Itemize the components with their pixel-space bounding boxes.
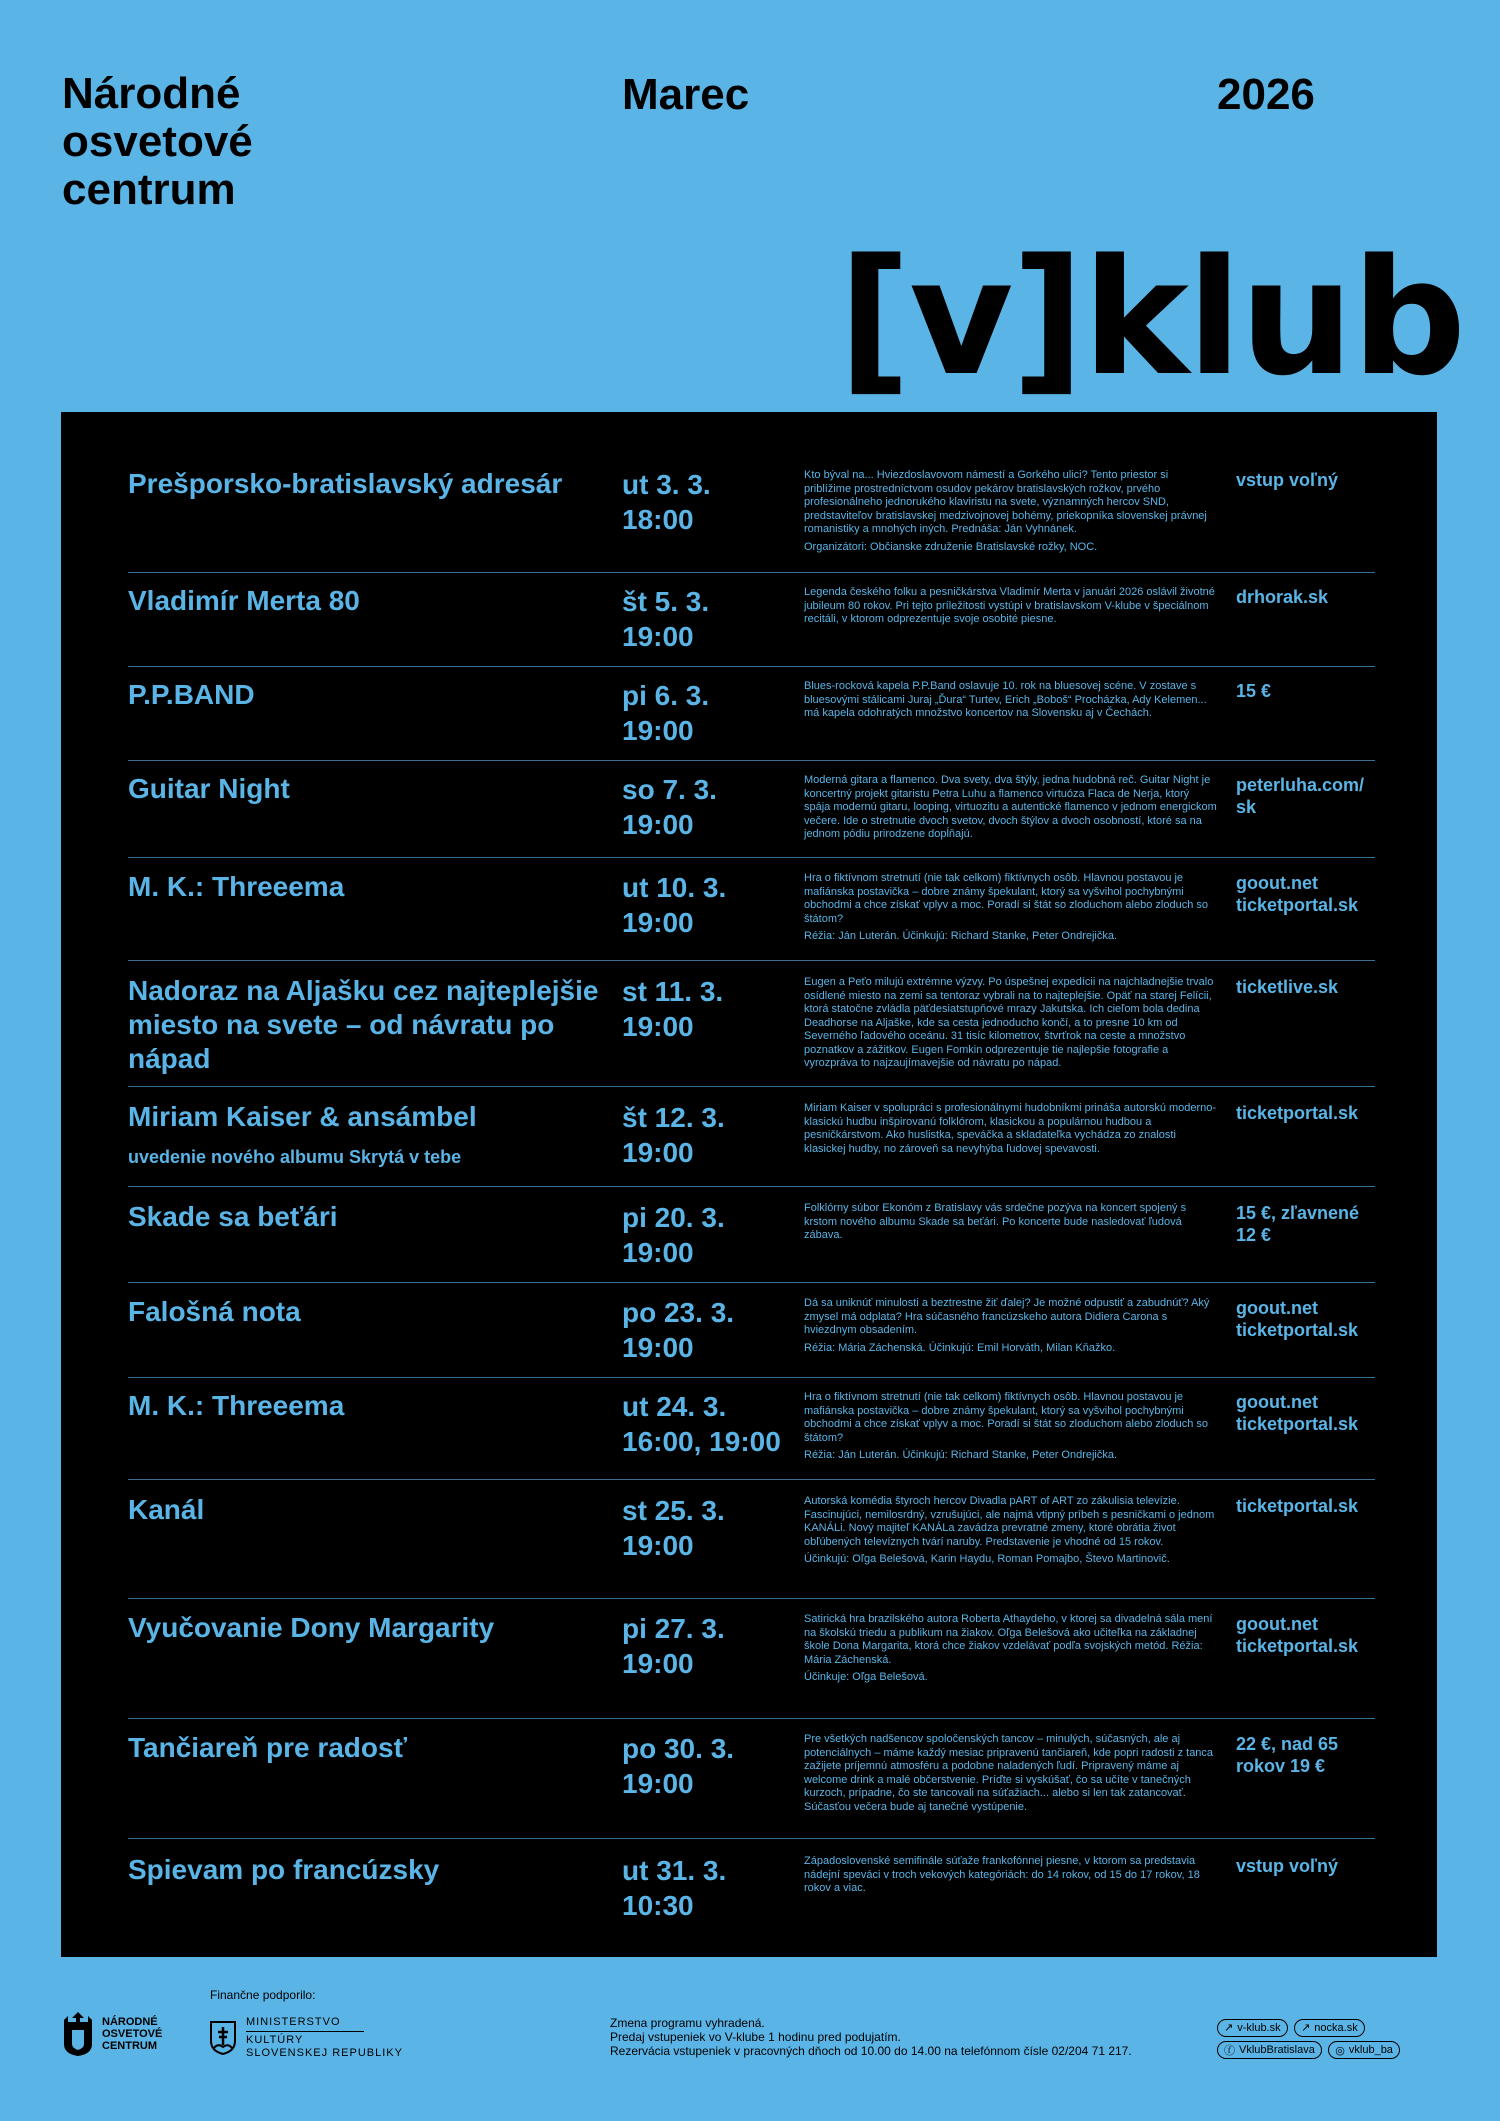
event-description <box>804 1855 1218 1896</box>
event-datetime <box>622 584 802 654</box>
event-time: 16:00, 19:00 <box>622 1426 781 1457</box>
slovak-coat-of-arms-icon <box>210 2021 236 2055</box>
event-desc-text: Miriam Kaiser v spolupráci s profesionálnymi hudobníkmi prináša autorskú moderno-klasickú hudbu inšpirovanú folklórom, klasickou a populárnou hudbou a pesničkárstvom. Ako huslistka, speváčka a skladateľka vychádza zo znalosti klasickej hudby, no zároveň sa nevyhýba ľudovej spevavosti. <box>804 1102 1217 1155</box>
event-ticket[interactable]: goout.net ticketportal.sk <box>1236 1298 1359 1340</box>
event-time: 19:00 <box>622 809 694 840</box>
event-datetime <box>622 1853 802 1923</box>
event-ticket[interactable]: vstup voľný <box>1236 470 1338 490</box>
event-datetime <box>622 1611 802 1681</box>
event-datetime <box>622 974 802 1044</box>
event-ticket[interactable]: peterluha.com/ sk <box>1236 775 1365 817</box>
event-credits: Réžia: Ján Luterán. Účinkujú: Richard Stanke, Peter Ondrejička. <box>804 930 1118 942</box>
event-row <box>128 1493 1375 1599</box>
event-title: P.P.BAND <box>128 679 255 710</box>
noc-logo <box>62 2010 162 2058</box>
link-text: nocka.sk <box>1314 2021 1358 2034</box>
event-datetime <box>622 1200 802 1270</box>
event-time: 19:00 <box>622 1768 694 1799</box>
event-time: 18:00 <box>622 504 694 535</box>
event-date: pi 27. 3. <box>622 1613 725 1644</box>
link-text: VklubBratislava <box>1239 2043 1315 2056</box>
org-line-1: Národné <box>62 69 241 118</box>
event-description <box>804 1733 1218 1814</box>
event-title: Guitar Night <box>128 773 290 804</box>
event-credits: Réžia: Ján Luterán. Účinkujú: Richard Stanke, Peter Ondrejička. <box>804 1449 1118 1461</box>
event-title-text: Miriam Kaiser & ansámbel <box>128 1101 477 1132</box>
event-time: 19:00 <box>622 715 694 746</box>
event-description <box>804 872 1218 944</box>
noc-crest-icon <box>62 2010 94 2058</box>
event-ticket[interactable]: 15 €, zľavnené 12 € <box>1236 1203 1360 1245</box>
event-time: 19:00 <box>622 1237 694 1268</box>
event-date: pi 20. 3. <box>622 1202 725 1233</box>
arrow-up-right-icon: ↗ <box>1301 2022 1311 2034</box>
footer-links <box>1217 2018 1437 2063</box>
ministry-line: KULTÚRY <box>246 2034 304 2046</box>
vklub-logo: [v]klub <box>838 224 1465 411</box>
note-ticket-sale: Predaj vstupeniek vo V-klube 1 hodinu pred podujatím. <box>610 2030 901 2044</box>
event-ticket[interactable]: drhorak.sk <box>1236 587 1329 607</box>
event-row <box>128 678 1375 761</box>
instagram-icon: ◎ <box>1335 2044 1345 2057</box>
event-description <box>804 1102 1218 1156</box>
event-time: 10:30 <box>622 1890 694 1921</box>
event-title: Vyučovanie Dony Margarity <box>128 1612 495 1643</box>
event-date: ut 10. 3. <box>622 872 727 903</box>
event-date: po 23. 3. <box>622 1297 735 1328</box>
link-vklub[interactable] <box>1217 2019 1288 2037</box>
noc-logo-line: NÁRODNÉ <box>102 2016 158 2028</box>
event-ticket[interactable]: ticketportal.sk <box>1236 1103 1359 1123</box>
event-title: Kanál <box>128 1494 205 1525</box>
event-time: 19:00 <box>622 907 694 938</box>
event-datetime <box>622 467 802 537</box>
event-time: 19:00 <box>622 1332 694 1363</box>
event-description <box>804 469 1218 554</box>
event-subtitle: uvedenie nového albumu Skrytá v tebe <box>128 1147 462 1167</box>
event-description <box>804 586 1218 627</box>
event-credits: Účinkuje: Oľga Belešová. <box>804 1671 928 1683</box>
event-desc-text: Kto býval na... Hviezdoslavovom námestí a Gorkého ulici? Tento priestor si priblížime prostredníctvom osudov pekárov bratislavských rožkov, prvého profesionálneho jednorukého klaviristu na svete, významných hercov SND, predstaviteľov bratislavskej medzivojnovej bohémy, priekopníka slovenskej právnej romanistiky a mnohých iných. Prednáša: Ján Vyhnánek. <box>804 469 1207 535</box>
program-month: Marec <box>622 70 750 119</box>
event-row <box>128 1611 1375 1719</box>
event-desc-text: Folklórny súbor Ekonóm z Bratislavy vás srdečne pozýva na koncert spojený s krstom nového albumu Skade sa beťári. Po koncerte bude nasledovať ľudová zábava. <box>804 1202 1187 1241</box>
event-desc-text: Legenda českého folku a pesničkárstva Vladimír Merta v januári 2026 oslávil životné jubileum 80 rokov. Pri tejto príležitosti vystúpi v bratislavskom V-klube v špeciálnom recitáli, v ktorom odprezentuje svoje osobité piesne. <box>804 586 1215 625</box>
event-date: st 11. 3. <box>622 976 724 1007</box>
program-year: 2026 <box>1217 70 1315 119</box>
organizer-name <box>62 70 253 214</box>
link-nocka[interactable] <box>1294 2019 1365 2037</box>
event-row <box>128 1731 1375 1839</box>
event-row <box>128 974 1375 1087</box>
funding-label: Finančne podporilo: <box>210 1988 316 2002</box>
ministry-divider <box>246 2031 364 2032</box>
event-ticket[interactable]: 22 €, nad 65 rokov 19 € <box>1236 1734 1339 1776</box>
org-line-3: centrum <box>62 165 236 214</box>
event-time: 19:00 <box>622 1137 694 1168</box>
event-date: ut 31. 3. <box>622 1855 727 1886</box>
event-description <box>804 680 1218 721</box>
org-line-2: osvetové <box>62 117 253 166</box>
event-datetime <box>622 1389 802 1459</box>
event-row <box>128 1100 1375 1187</box>
event-title: Tančiareň pre radosť <box>128 1732 407 1763</box>
event-time: 19:00 <box>622 1648 694 1679</box>
event-desc-text: Hra o fiktívnom stretnutí (nie tak celkom) fiktívnych osôb. Hlavnou postavou je mafiánska postavička – dobre známy špekulant, ktorý sa vyšvihol pochybnými obchodmi a chce získať vplyv a moc. Poradí si štát so zloduchom alebo zloduch so štátom? <box>804 1391 1208 1444</box>
event-ticket[interactable]: 15 € <box>1236 681 1272 701</box>
event-title: Spievam po francúzsky <box>128 1854 440 1885</box>
link-instagram[interactable] <box>1328 2041 1400 2059</box>
noc-logo-line: CENTRUM <box>102 2040 157 2052</box>
event-date: št 5. 3. <box>622 586 710 617</box>
event-datetime <box>622 1295 802 1365</box>
event-desc-text: Hra o fiktívnom stretnutí (nie tak celkom) fiktívnych osôb. Hlavnou postavou je mafiánska postavička – dobre známy špekulant, ktorý sa vyšvihol pochybnými obchodmi a chce získať vplyv a moc. Poradí si štát so zloduchom alebo zloduch so štátom? <box>804 872 1208 925</box>
event-datetime <box>622 1493 802 1563</box>
link-text: v-klub.sk <box>1237 2021 1281 2034</box>
footer-notes <box>610 2016 1132 2058</box>
event-credits: Réžia: Mária Záchenská. Účinkujú: Emil Horváth, Milan Kňažko. <box>804 1341 1116 1354</box>
event-title: M. K.: Threeema <box>128 1390 345 1421</box>
event-description <box>804 774 1218 842</box>
event-row <box>128 1389 1375 1480</box>
event-row <box>128 584 1375 667</box>
event-datetime <box>622 772 802 842</box>
event-date: št 12. 3. <box>622 1102 725 1133</box>
event-title <box>128 1100 618 1168</box>
event-description <box>804 1613 1218 1685</box>
event-date: ut 3. 3. <box>622 469 711 500</box>
event-date: pi 6. 3. <box>622 680 710 711</box>
event-title: M. K.: Threeema <box>128 871 345 902</box>
event-row <box>128 1200 1375 1283</box>
event-credits: Organizátori: Občianske združenie Bratislavské rožky, NOC. <box>804 540 1098 553</box>
event-description <box>804 1202 1218 1243</box>
event-description <box>804 976 1218 1071</box>
event-datetime <box>622 1100 802 1170</box>
event-desc-text: Eugen a Peťo milujú extrémne výzvy. Po úspešnej expedícii na najchladnejšie trvalo osídlené miesto na zemi sa tentoraz vybrali na to najteplejšie. Opäť na starej Felícii, ktorá statočne zvládla päťdesiatstupňové mrazy Jakutska. Ich cieľom bola dedina Deadhorse na Aljaške, kde sa cesta jednoducho končí, a to presne 10 km od Severného ľadového oceánu. 31 tisíc kilometrov, štvrťrok na ceste a množstvo poznatkov a zážitkov. Eugen Fomkin odprezentuje tie najlepšie fotografie a vyrozpráva to najzaujímavejšie od návratu po nápad. <box>804 976 1214 1069</box>
event-time: 19:00 <box>622 1530 694 1561</box>
note-program-change: Zmena programu vyhradená. <box>610 2016 765 2030</box>
event-time: 19:00 <box>622 621 694 652</box>
event-ticket[interactable]: vstup voľný <box>1236 1856 1338 1876</box>
event-date: st 25. 3. <box>622 1495 725 1526</box>
event-title: Falošná nota <box>128 1296 301 1327</box>
event-date: po 30. 3. <box>622 1733 735 1764</box>
event-title: Skade sa beťári <box>128 1201 338 1232</box>
event-desc-text: Moderná gitara a flamenco. Dva svety, dva štýly, jedna hudobná reč. Guitar Night je koncertný projekt gitaristu Petra Luhu a flamenco virtuóza Flaca de Nerja, ktorý spája modernú gitaru, looping, virtuozitu a autentické flamenco v jednom energickom večere. Ide o stretnutie dvoch svetov, dvoch štýlov a dvoch osobností, ktoré sa na jednom pódiu prirodzene dopĺňajú. <box>804 774 1217 840</box>
program-panel <box>61 412 1437 1957</box>
event-row <box>128 870 1375 961</box>
event-description <box>804 1297 1218 1355</box>
event-datetime <box>622 678 802 748</box>
link-facebook[interactable] <box>1217 2041 1322 2059</box>
event-date: so 7. 3. <box>622 774 717 805</box>
arrow-up-right-icon: ↗ <box>1224 2022 1234 2034</box>
event-desc-text: Dá sa uniknúť minulosti a beztrestne žiť ďalej? Je možné odpustiť a zabudnúť? Aký zmysel má odplata? Hra súčasného francúzskeho autora Didiera Carona s hviezdnym obsadením. <box>804 1297 1210 1336</box>
event-desc-text: Satirická hra brazilského autora Roberta Athaydeho, v ktorej sa divadelná sála mení na školskú triedu a publikum na žiakov. Oľga Belešová ako učiteľka na základnej škole Dona Margarita, ktorá chce žiakov vzdelávať podľa svojských metód. Réžia: Mária Záchenská. <box>804 1613 1213 1666</box>
event-datetime <box>622 870 802 940</box>
event-row <box>128 467 1375 573</box>
event-title: Vladimír Merta 80 <box>128 585 360 616</box>
event-credits: Účinkujú: Oľga Belešová, Karin Haydu, Roman Pomajbo, Števo Martinovič. <box>804 1553 1170 1565</box>
ministry-logo <box>210 2016 403 2060</box>
event-desc-text: Autorská komédia štyroch hercov Divadla pART of ART zo zákulisia televízie. Fascinujúci, nemilosrdný, vzrušujúci, ale najmä vtipný príbeh s pesničkami o jednom KANÁLi. Nový majiteľ KANÁLa zavádza prevratné zmeny, ktoré obrátia život obľúbených televíznych tvárí naruby. Predstavenie je vhodné od 15 rokov. <box>804 1495 1215 1548</box>
event-row <box>128 772 1375 858</box>
event-ticket[interactable]: goout.net ticketportal.sk <box>1236 873 1359 915</box>
event-title: Nadoraz na Aljašku cez najteplejšie miesto na svete – od návratu po nápad <box>128 975 599 1074</box>
link-text: vklub_ba <box>1348 2044 1393 2056</box>
event-ticket[interactable]: goout.net ticketportal.sk <box>1236 1392 1359 1434</box>
event-time: 19:00 <box>622 1011 694 1042</box>
event-row <box>128 1295 1375 1378</box>
event-description <box>804 1391 1218 1463</box>
event-desc-text: Pre všetkých nadšencov spoločenských tancov – minulých, súčasných, ale aj potenciálnych – máme každý mesiac pripravenú tančiareň, kde popri radosti z tanca zažijete príjemnú atmosféru a podobne naladených ľudí. Pripravený máme aj welcome drink a malé občerstvenie. Príďte si vyskúšať, čo sa učíte v tanečných kurzoch, prípadne, čo ste tancovali na súťažiach... alebo si len tak zatancovať. Súčasťou večera bude aj tanečné vystúpenie. <box>804 1733 1214 1813</box>
event-ticket[interactable]: ticketlive.sk <box>1236 977 1339 997</box>
event-ticket[interactable]: ticketportal.sk <box>1236 1496 1359 1516</box>
event-row <box>128 1853 1375 1933</box>
noc-logo-line: OSVETOVÉ <box>102 2028 163 2040</box>
note-reservation: Rezervácia vstupeniek v pracovných dňoch od 10.00 do 14.00 na telefónnom čísle 02/204 71 217. <box>610 2044 1132 2058</box>
event-desc-text: Blues-rocková kapela P.P.Band oslavuje 10. rok na bluesovej scéne. V zostave s bluesovými stálicami Juraj „Ďura“ Turtev, Erich „Boboš“ Procházka, Ady Kelemen... má kapela odohratých množstvo koncertov na Slovensku aj v Čechách. <box>804 680 1207 719</box>
event-ticket[interactable]: goout.net ticketportal.sk <box>1236 1614 1359 1656</box>
event-description <box>804 1495 1218 1567</box>
facebook-icon: ⓕ <box>1224 2044 1235 2057</box>
event-desc-text: Západoslovenské semifinále súťaže frankofónnej piesne, v ktorom sa predstavia nádejní speváci v troch vekových kategóriách: do 14 rokov, od 15 do 17 rokov, 18 rokov a viac. <box>804 1855 1200 1894</box>
ministry-line: SLOVENSKEJ REPUBLIKY <box>246 2047 403 2059</box>
ministry-line: MINISTERSTVO <box>246 2016 341 2028</box>
event-datetime <box>622 1731 802 1801</box>
event-title: Prešporsko-bratislavský adresár <box>128 468 563 499</box>
event-date: ut 24. 3. <box>622 1391 727 1422</box>
